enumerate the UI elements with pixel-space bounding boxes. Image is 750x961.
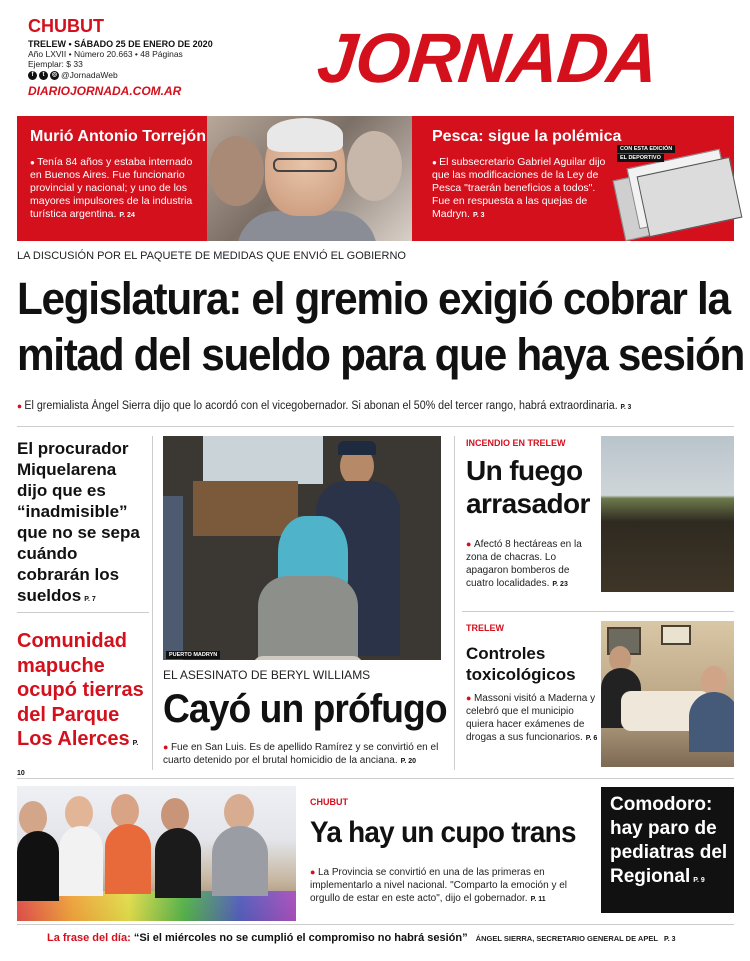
- fire-body: Afectó 8 hectáreas en la zona de chacras. Lo apagaron bomberos de cuatro localidades.: [466, 539, 582, 589]
- region-label: CHUBUT: [28, 16, 104, 36]
- supplement-tag: CON ESTA EDICIÓN: [617, 145, 675, 153]
- cupo-body: La Provincia se convirtió en una de las primeras en implementarlo a nivel nacional. "Comparto la emoción y el orgullo de estar en este acto", dijo el gobernador.: [310, 867, 568, 904]
- mapuche-text: Comunidad mapuche ocupó tierras del Parque Los Alerces: [17, 630, 144, 750]
- tox-body: Massoni visitó a Maderna y celebró que el municipio quiera hacer exámenes de drogas a sus funcionarios.: [466, 693, 596, 743]
- website-link[interactable]: DIARIOJORNADA.COM.AR: [28, 84, 182, 98]
- center-body: Fue en San Luis. Es de apellido Ramírez y se convirtió en el cuarto detenido por el brutal homicidio de la anciana.: [163, 742, 439, 766]
- main-kicker: LA DISCUSIÓN POR EL PAQUETE DE MEDIDAS QUE ENVIÓ EL GOBIERNO: [17, 250, 406, 262]
- quote-of-the-day: [47, 932, 676, 944]
- banner-right-title[interactable]: Pesca: sigue la polémica: [432, 128, 622, 145]
- fire-tag: INCENDIO EN TRELEW: [466, 438, 566, 448]
- fire-headline[interactable]: Un fuego arrasador: [466, 455, 590, 519]
- procurador-ref: P. 7: [84, 596, 96, 603]
- fire-photo: [601, 436, 734, 592]
- banner-right-text: [432, 156, 607, 222]
- main-headline[interactable]: [17, 271, 745, 383]
- center-kicker: EL ASESINATO DE BERYL WILLIAMS: [163, 668, 371, 682]
- tox-text: [466, 692, 601, 745]
- social-links: [28, 70, 118, 80]
- banner-left-ref: P. 24: [119, 212, 135, 219]
- photo-location-tag: PUERTO MADRYN: [166, 651, 220, 659]
- comodoro-ref: P. 9: [693, 877, 705, 884]
- comodoro-text: Comodoro: hay paro de pediatras del Regional: [610, 794, 728, 887]
- center-text: [163, 741, 448, 768]
- banner-left-text: [30, 156, 202, 222]
- tox-ref: P. 6: [585, 735, 598, 742]
- supplement-name: EL DEPORTIVO: [617, 154, 664, 162]
- torrejon-photo: [207, 116, 412, 241]
- comodoro-headline[interactable]: [610, 793, 732, 893]
- headline-line-2: mitad del sueldo para que haya sesión: [17, 329, 745, 380]
- banner-right-body: El subsecretario Gabriel Aguilar dijo que las modificaciones de la Ley de Pesca "traerán beneficios a todos". Fue en respuesta a las quejas de Madryn.: [432, 156, 606, 220]
- cupo-text: [310, 866, 590, 906]
- quote-label: La frase del día:: [47, 932, 131, 944]
- twitter-icon[interactable]: t: [39, 71, 48, 80]
- center-ref: P. 20: [400, 758, 417, 765]
- price-info: Ejemplar: $ 33: [28, 59, 83, 69]
- main-lead-ref: P. 3: [620, 404, 632, 411]
- issue-info: Año LXVII • Número 20.663 • 48 Páginas: [28, 49, 183, 59]
- cupo-tag: CHUBUT: [310, 797, 348, 807]
- dateline: TRELEW • SÁBADO 25 DE ENERO DE 2020: [28, 39, 213, 49]
- cupo-headline[interactable]: Ya hay un cupo trans: [310, 816, 576, 849]
- quote-author: ÁNGEL SIERRA, SECRETARIO GENERAL DE APEL: [475, 934, 658, 943]
- divider: [17, 612, 149, 613]
- divider: [17, 426, 734, 427]
- cupo-trans-photo: [17, 786, 296, 921]
- meeting-photo: [601, 621, 734, 767]
- fire-text: [466, 538, 598, 591]
- tox-headline[interactable]: Controles toxicológicos: [466, 644, 576, 684]
- main-lead: [17, 400, 691, 412]
- headline-line-1: Legislatura: el gremio exigió cobrar la: [17, 273, 730, 324]
- newspaper-logo: JORNADA: [313, 19, 662, 97]
- center-headline[interactable]: Cayó un prófugo: [163, 687, 447, 731]
- social-handle[interactable]: @JornadaWeb: [61, 70, 118, 80]
- banner-left-body: Tenía 84 años y estaba internado en Buenos Aires. Fue funcionario provincial y nacional; y uno de los mayores impulsores de la industria turística argentina.: [30, 156, 193, 220]
- divider: [152, 436, 153, 770]
- arrest-photo: [163, 436, 441, 660]
- fire-ref: P. 23: [552, 581, 568, 588]
- banner-right-ref: P. 3: [472, 212, 485, 219]
- quote-ref: P. 3: [663, 936, 676, 943]
- mapuche-ref: P. 10: [17, 740, 139, 777]
- banner-left-title[interactable]: Murió Antonio Torrejón: [30, 128, 206, 145]
- instagram-icon[interactable]: ◎: [51, 71, 58, 78]
- quote-text: “Si el miércoles no se cumplió el compromiso no habrá sesión”: [133, 932, 468, 944]
- mapuche-headline[interactable]: [17, 629, 147, 786]
- divider: [454, 436, 455, 770]
- tox-tag: TRELEW: [466, 623, 504, 633]
- divider: [462, 611, 734, 612]
- divider: [17, 924, 734, 925]
- procurador-text: El procurador Miquelarena dijo que es “inadmisible” que no se sepa cuándo cobrarán los sueldos: [17, 439, 140, 605]
- cupo-ref: P. 11: [530, 896, 546, 903]
- procurador-headline[interactable]: [17, 438, 147, 610]
- main-lead-text: El gremialista Ángel Sierra dijo que lo acordó con el vicegobernador. Si abonan el 50% del tercer rango, habrá extraordinaria.: [24, 400, 618, 412]
- facebook-icon[interactable]: f: [28, 71, 37, 80]
